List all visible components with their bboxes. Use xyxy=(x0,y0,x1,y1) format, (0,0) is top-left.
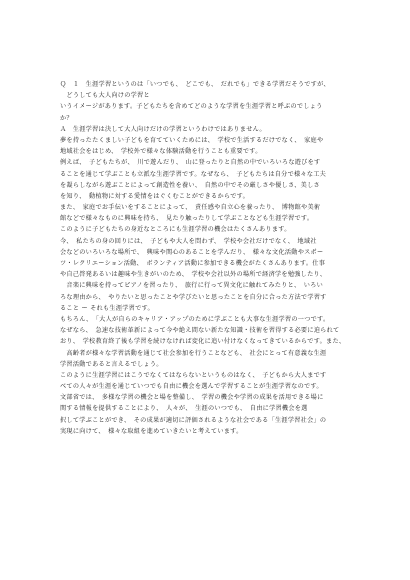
answer-line: このように子どもたちの身近なところにも生涯学習の機会はたくさんあります。 xyxy=(60,226,291,234)
answer-line: 夢を持ったたくましい子どもを育てていくためには、 学校で生活するだけでなく、 家庭や xyxy=(60,136,324,144)
answer-line: 会などのいろいろな場所で、 興味や関心のあることを学んだり、 様々な文化活動やスポー xyxy=(60,248,324,256)
answer-line: 地域社会をはじめ、 学校外で様々な体験活動を行うことも重要です。 xyxy=(60,148,262,156)
answer-line: を知り、 動植物に対する愛情をはぐくむことができるからです。 xyxy=(60,192,249,200)
question-line: いうイメージがあります。子どもたちを含めてどのような学習を生涯学習と呼ぶのでしょう xyxy=(60,103,323,111)
answer-line: を凝らしながら遊ぶことによって創造性を養い、 自然の中でその厳しさや優しさ、美しさ xyxy=(60,181,320,189)
answer-line: 館などで様々なものに興味を持ち、 見たり触ったりして学ぶことなども生涯学習です。 xyxy=(60,215,314,223)
answer-line: や自己啓発あるいは趣味や生きがいのため、 学校や会社以外の場所で経済学を勉強したり、 xyxy=(60,271,327,279)
question-line: どうしても大人向けの学習と xyxy=(60,92,150,100)
answer-line: なぜなら、 急速な技術革新によって今や絶え間ない新たな知識・技術を習得する必要に迫られて xyxy=(60,327,340,335)
answer-line: Ａ 生涯学習は決して大人向けだけの学習というわけではありません。 xyxy=(60,125,266,133)
answer-line: おり、 学校教育終了後も学習を続けなければ変化に追い付けなくなってきているからです。また、 xyxy=(60,338,346,346)
answer-line: 関する情報を提供することにより、 人々が、 生涯のいつでも、 自由に学習機会を選 xyxy=(60,405,308,413)
question-line: Ｑ １ 生涯学習というのは「いつでも、 どこでも、 だれでも」できる学習だそうですが、 xyxy=(60,81,330,88)
answer-line: このように生涯学習にはこうでなくてはならないというものはなく、 子どもから大人まです xyxy=(60,371,327,379)
answer-line: 今、 私たちの身の回りには、 子どもや大人を問わず、 学校や会社だけでなく、 地域社 xyxy=(60,237,317,245)
answer-line: ること ー それも生涯学習です。 xyxy=(60,304,154,312)
answer-line: 文部省では、 多様な学習の機会と場を整備し、 学習の機会や学習の成果を活用できる場に xyxy=(60,394,324,402)
answer-line: 択して学ぶことができ、 その成果が適切に評価されるような社会である「生涯学習社会」の xyxy=(60,416,327,424)
document-body xyxy=(60,79,360,437)
answer-line: ろな理由から、 やりたいと思ったことや学びたいと思ったことを自分に合った方法で学習す xyxy=(60,293,327,301)
answer-line: もちろん、 「大人が自らのキャリア・アップのために学ぶことも大事な生涯学習の一つです。 xyxy=(60,315,330,323)
question-line: か？ xyxy=(60,114,73,122)
answer-line: べての人々が生涯を通じていつでも自由に機会を選んで学習することが生涯学習なのです。 xyxy=(60,383,323,391)
answer-line: 高齢者が様々な学習活動を通じて社会参加を行うことなども、 社会にとって有意義な生涯 xyxy=(60,349,327,357)
answer-line: 例えば、 子どもたちが、 川で遊んだり、 山に登ったりと自然の中でいろいろな遊びをす xyxy=(60,159,321,167)
answer-line: 実現に向けて、 様々な取組を進めていきたいと考えています。 xyxy=(60,427,243,435)
answer-block xyxy=(60,124,360,437)
answer-line: 音楽に興味を持ってピアノを習ったり、 旅行に行って異文化に触れてみたりと、 いろい xyxy=(60,282,324,290)
question-block xyxy=(60,79,360,124)
answer-line: また、 家庭でお手伝いをすることによって、 責任感や自立心を養ったり、 博物館や美術 xyxy=(60,204,321,212)
answer-line: ツ・レクリエーション活動、 ボランティア活動に参加できる機会がたくさんあります。仕事 xyxy=(60,260,326,267)
answer-line: ることを通じて学ぶことも立派な生涯学習です。なぜなら、 子どもたちは自分で様々な工夫 xyxy=(60,170,327,178)
answer-line: 学習活動であると言えるでしょう。 xyxy=(60,360,163,368)
